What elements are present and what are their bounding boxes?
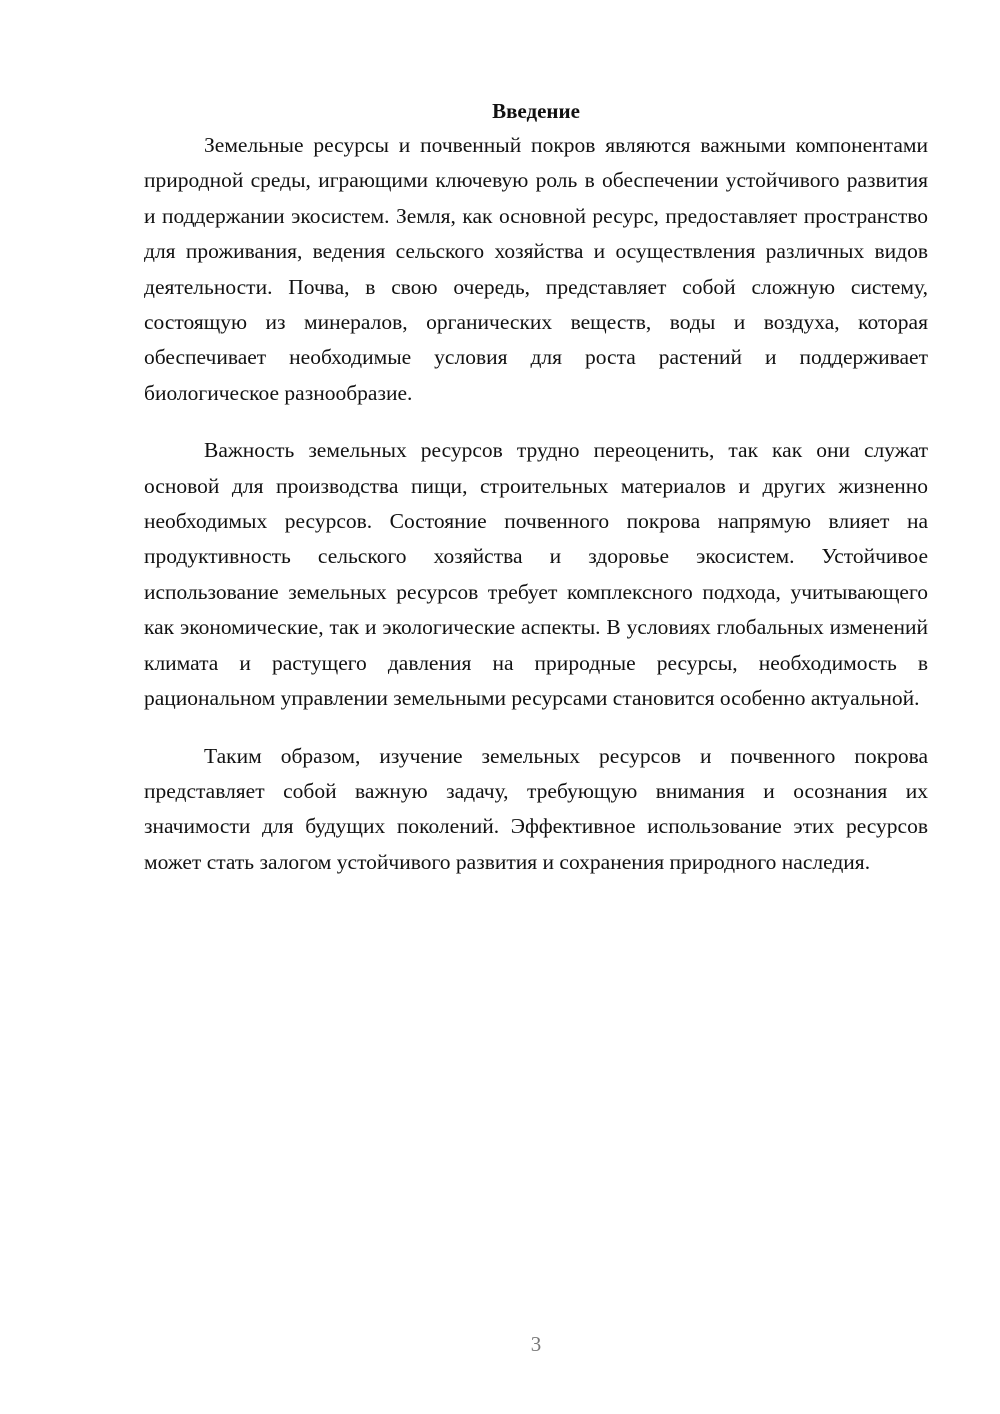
paragraph-1: Земельные ресурсы и почвенный покров являются важными компонентами природной среды, играющими ключевую роль в обеспечении устойчивого развития и поддержании экосистем. Земля, как основной ресурс, предоставляет пространство для проживания, ведения сельского хозяйства и осуществления различных видов деятельности. Почва, в свою очередь, представляет собой сложную систему, состоящую из минералов, органических веществ, воды и воздуха, которая обеспечивает необходимые условия для роста растений и поддерживает биологическое разнообразие.: [144, 133, 928, 405]
paragraph-3: Таким образом, изучение земельных ресурсов и почвенного покрова представляет собой важную задачу, требующую внимания и осознания их значимости для будущих поколений. Эффективное использование этих ресурсов может стать залогом устойчивого развития и сохранения природного наследия.: [144, 743, 928, 874]
page-number: 3: [530, 1332, 542, 1356]
page-title: Введение: [492, 99, 580, 123]
page-content: [144, 96, 928, 880]
paragraph-2: Важность земельных ресурсов трудно переоценить, так как они служат основой для производства пищи, строительных материалов и других жизненно необходимых ресурсов. Состояние почвенного покрова напрямую влияет на продуктивность сельского хозяйства и здоровье экосистем. Устойчивое использование земельных ресурсов требует комплексного подхода, учитывающего как экономические, так и экологические аспекты. В условиях глобальных изменений климата и растущего давления на природные ресурсы, необходимость в рациональном управлении земельными ресурсами становится особенно актуальной.: [144, 438, 928, 711]
